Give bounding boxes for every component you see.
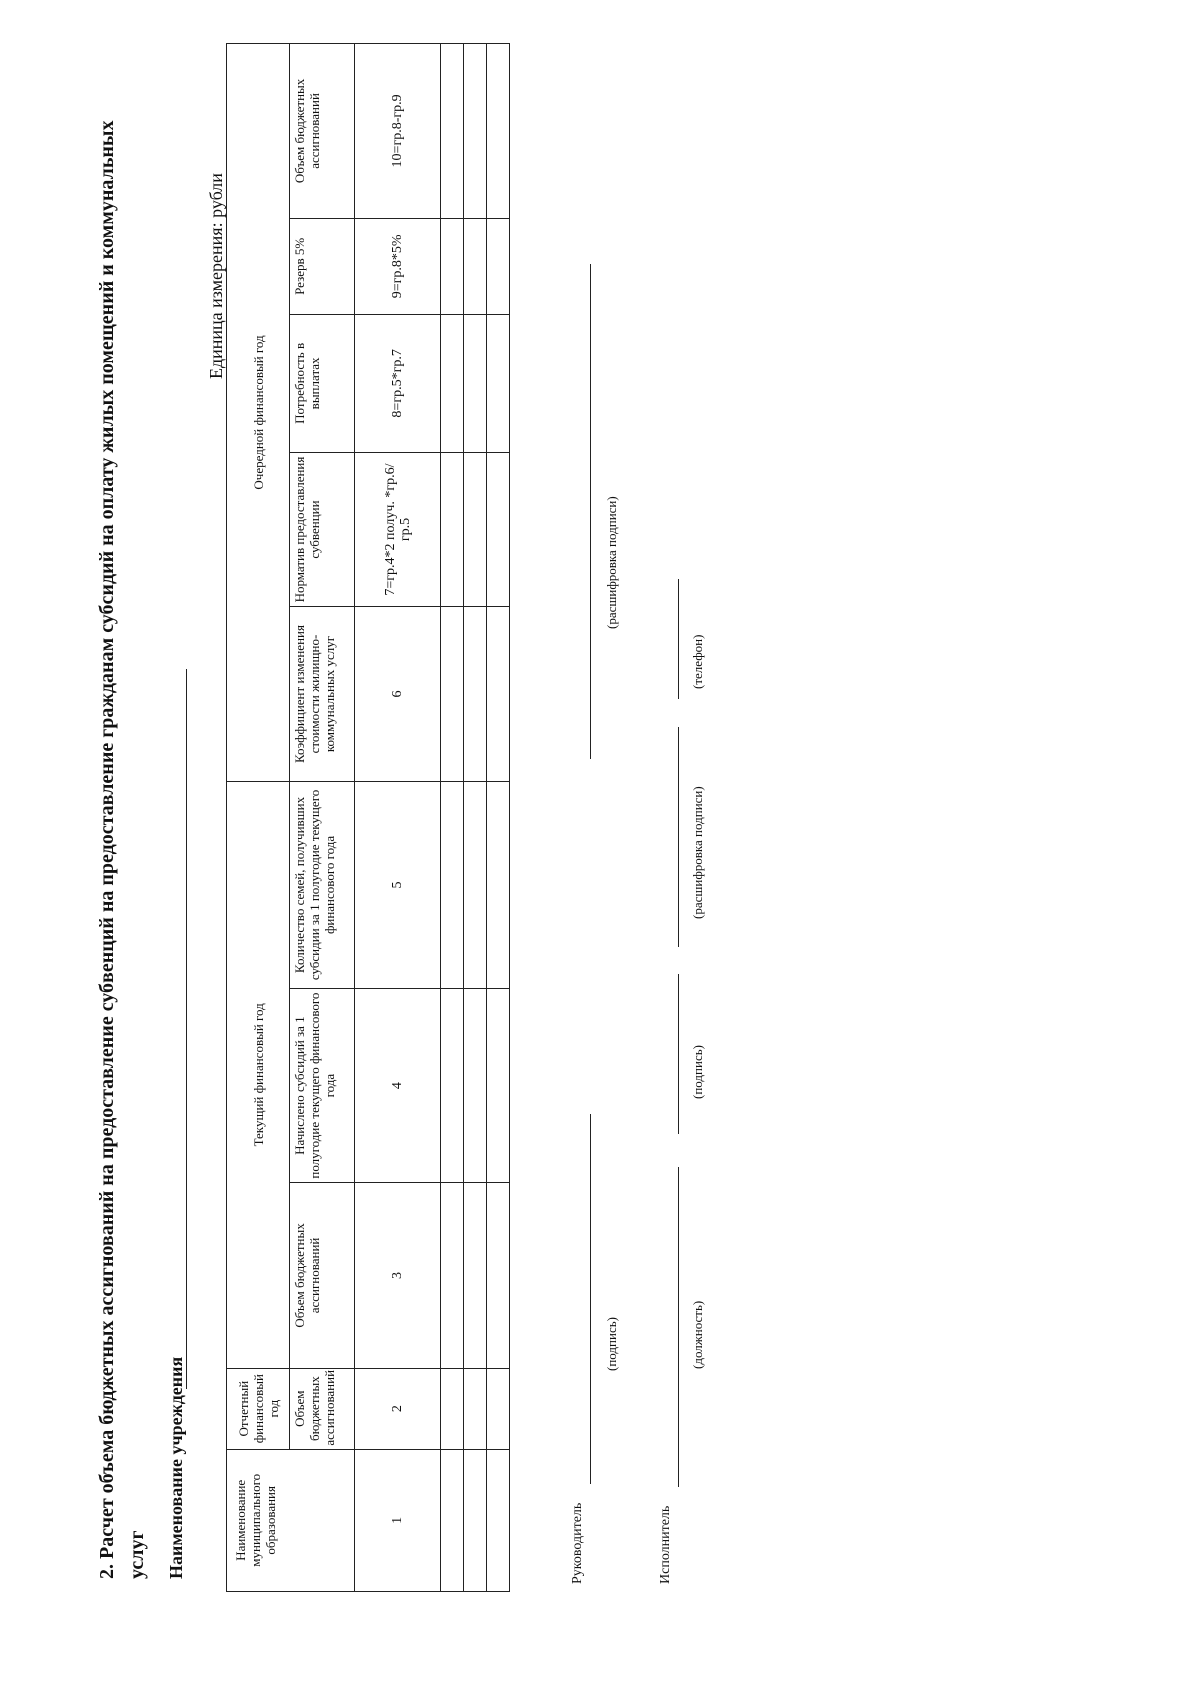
empty-cell[interactable] xyxy=(441,781,464,988)
executor-decode-caption: (расшифровка подписи) xyxy=(690,786,705,919)
form-title: 2. Расчет объема бюджетных ассигнований на предоставление субвенций на предоставление гражданам субсидий на оплату жилых помещений и коммунальных услуг xyxy=(96,120,148,1579)
col-header: Коэффициент изменения стоимости жилищно-коммунальных услуг xyxy=(290,607,355,782)
formula-cell: 10=гр.8-гр.9 xyxy=(355,44,441,219)
empty-cell[interactable] xyxy=(441,1449,464,1591)
executor-signature-caption: (подпись) xyxy=(690,1045,705,1099)
executor-position-caption: (должность) xyxy=(690,1300,705,1369)
executor-phone-caption: (телефон) xyxy=(690,634,705,689)
empty-row xyxy=(487,44,510,1592)
formula-cell: 1 xyxy=(355,1449,441,1591)
empty-cell[interactable] xyxy=(441,1183,464,1369)
header-columns-row xyxy=(290,44,355,1592)
empty-cell[interactable] xyxy=(487,1368,510,1449)
empty-cell[interactable] xyxy=(464,989,487,1183)
empty-cell[interactable] xyxy=(464,1368,487,1449)
col-header: Объем бюджетных ассигнований xyxy=(290,1183,355,1369)
formula-cell: 9=гр.8*5% xyxy=(355,218,441,314)
empty-cell[interactable] xyxy=(441,607,464,782)
empty-cell[interactable] xyxy=(487,452,510,606)
empty-cell[interactable] xyxy=(464,781,487,988)
calculation-table xyxy=(226,43,510,1592)
empty-cell[interactable] xyxy=(464,1449,487,1591)
col-header: Потребность в выплатах xyxy=(290,314,355,452)
empty-cell[interactable] xyxy=(441,314,464,452)
empty-cell[interactable] xyxy=(441,452,464,606)
institution-label: Наименование учреждения xyxy=(166,1356,186,1579)
formula-cell: 3 xyxy=(355,1183,441,1369)
empty-cell[interactable] xyxy=(487,314,510,452)
head-decode-caption: (расшифровка подписи) xyxy=(604,496,619,629)
empty-cell[interactable] xyxy=(464,44,487,219)
empty-cell[interactable] xyxy=(487,607,510,782)
formula-cell: 6 xyxy=(355,607,441,782)
head-label: Руководитель xyxy=(570,1502,585,1584)
empty-cell[interactable] xyxy=(464,607,487,782)
executor-phone-line[interactable] xyxy=(678,579,679,699)
col-header: Объем бюджетных ассигнований xyxy=(290,1368,355,1449)
empty-cell[interactable] xyxy=(441,218,464,314)
empty-cell[interactable] xyxy=(487,44,510,219)
formula-cell: 5 xyxy=(355,781,441,988)
empty-cell[interactable] xyxy=(464,1183,487,1369)
empty-cell[interactable] xyxy=(487,1183,510,1369)
col-header: Начислено субсидий за 1 полугодие текущего финансового года xyxy=(290,989,355,1183)
col-header: Объем бюджетных ассигнований xyxy=(290,44,355,219)
empty-cell[interactable] xyxy=(487,218,510,314)
empty-cell[interactable] xyxy=(487,781,510,988)
header-group-row xyxy=(227,44,290,1592)
empty-cell[interactable] xyxy=(487,1449,510,1591)
col-header: Резерв 5% xyxy=(290,218,355,314)
group-header-next: Очередной финансовый год xyxy=(227,44,290,782)
group-header-current: Текущий финансовый год xyxy=(227,781,290,1368)
group-header-reporting: Отчетный финансовый год xyxy=(227,1368,290,1449)
formula-cell: 2 xyxy=(355,1368,441,1449)
empty-cell[interactable] xyxy=(464,218,487,314)
empty-cell[interactable] xyxy=(464,452,487,606)
head-signature-caption: (подпись) xyxy=(604,1317,619,1371)
empty-cell[interactable] xyxy=(441,1368,464,1449)
empty-row xyxy=(441,44,464,1592)
col-header: Количество семей, получивших субсидии за 1 полугодие текущего финансового года xyxy=(290,781,355,988)
col-header: Норматив предоставления субвенции xyxy=(290,452,355,606)
unit-label: Единица измерения: рубли xyxy=(206,173,226,379)
empty-row xyxy=(464,44,487,1592)
head-signature-line[interactable] xyxy=(590,1114,591,1484)
executor-signature-line[interactable] xyxy=(678,974,679,1134)
col-header-municipality: Наименование муниципального образования xyxy=(227,1449,355,1591)
formula-row xyxy=(355,44,441,1592)
formula-cell: 4 xyxy=(355,989,441,1183)
institution-line xyxy=(186,669,187,1389)
formula-cell: 8=гр.5*гр.7 xyxy=(355,314,441,452)
executor-decode-line[interactable] xyxy=(678,727,679,947)
executor-position-line[interactable] xyxy=(678,1167,679,1487)
empty-cell[interactable] xyxy=(464,314,487,452)
formula-cell: 7=гр.4*2 получ. *гр.6/гр.5 xyxy=(355,452,441,606)
empty-cell[interactable] xyxy=(487,989,510,1183)
executor-label: Исполнитель xyxy=(658,1505,673,1584)
empty-cell[interactable] xyxy=(441,989,464,1183)
empty-cell[interactable] xyxy=(441,44,464,219)
head-decode-line[interactable] xyxy=(590,264,591,759)
